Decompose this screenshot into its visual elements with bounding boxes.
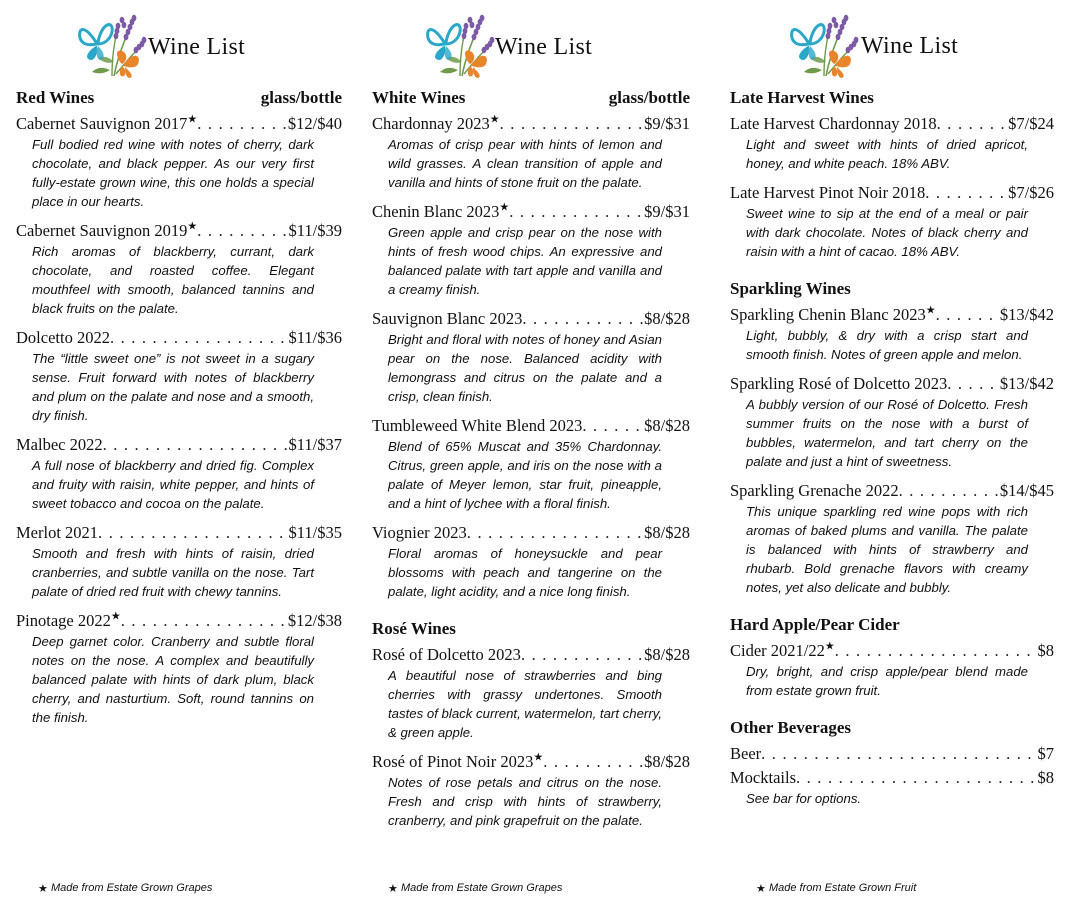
section-heading <box>372 619 690 639</box>
dot-leader <box>197 114 287 134</box>
menu-item-line <box>372 645 690 665</box>
item-description: This unique sparkling red wine pops with rich aromas of baked plums and vanilla. The palate is balanced with hints of strawberry and rhubarb. Bold grenache flavors with creamy notes, yet also delicate and bubbly. <box>746 504 1028 595</box>
star-icon: ★ <box>38 883 48 895</box>
item-name <box>372 523 467 543</box>
dot-leader <box>522 309 643 329</box>
menu-item <box>16 114 342 211</box>
menu-item-line <box>16 523 342 543</box>
column-header <box>730 0 1054 84</box>
section-heading <box>730 279 1054 299</box>
item-name <box>730 768 796 788</box>
menu-item <box>730 641 1054 700</box>
item-price: $7/$24 <box>1008 114 1054 133</box>
item-name-text: Beer <box>730 744 762 763</box>
item-description: Rich aromas of blackberry, currant, dark chocolate, and roasted coffee. Elegant mouthfeel with smooth, balanced tannins and black fruits on the palate. <box>32 244 314 316</box>
star-icon: ★ <box>756 883 766 895</box>
dot-leader <box>835 641 1037 661</box>
menu-item <box>730 305 1054 364</box>
dot-leader <box>796 768 1037 788</box>
menu-item-line <box>730 481 1054 501</box>
item-price: $8/$28 <box>644 309 690 328</box>
item-name <box>16 328 110 348</box>
menu-item-line <box>730 374 1054 394</box>
item-description: Sweet wine to sip at the end of a meal or pair with dark chocolate. Notes of black cherry and raisin with a hint of cacao. 18% ABV. <box>746 206 1028 259</box>
footnote <box>756 882 916 895</box>
item-price: $8/$28 <box>644 752 690 771</box>
item-name-text: Cabernet Sauvignon 2019 <box>16 221 188 240</box>
star-icon: ★ <box>187 220 198 233</box>
item-price: $9/$31 <box>644 114 690 133</box>
item-name-text: Sparkling Grenache 2022 <box>730 481 899 500</box>
dot-leader <box>500 114 644 134</box>
dot-leader <box>925 183 1007 203</box>
item-name-text: Chardonnay 2023 <box>372 114 490 133</box>
item-name <box>730 183 925 203</box>
item-name <box>16 611 121 631</box>
item-name-text: Rosé of Pinot Noir 2023 <box>372 752 534 771</box>
section-title: Sparkling Wines <box>730 279 851 298</box>
item-name-text: Mocktails <box>730 768 796 787</box>
item-name-text: Sauvignon Blanc 2023 <box>372 309 523 328</box>
item-name <box>730 114 937 134</box>
section-heading <box>730 718 1054 738</box>
menu-item <box>730 744 1054 764</box>
star-icon: ★ <box>533 751 544 764</box>
item-price: $11/$37 <box>288 435 342 454</box>
section-title: Rosé Wines <box>372 619 456 638</box>
menu-item-line <box>16 611 342 631</box>
menu-item <box>16 523 342 601</box>
menu-item <box>730 114 1054 173</box>
menu-item <box>16 435 342 513</box>
menu-item-line <box>16 221 342 241</box>
item-description: Bright and floral with notes of honey and Asian pear on the nose. Balanced acidity with lemongrass and citrus on the palate and a crisp, clean finish. <box>388 332 662 404</box>
item-description: Notes of rose petals and citrus on the nose. Fresh and crisp with hints of strawberry, cranberry, and pink grapefruit on the palate. <box>388 775 662 828</box>
menu-item-line <box>372 114 690 134</box>
menu-item <box>16 328 342 425</box>
dot-leader <box>121 611 287 631</box>
dot-leader <box>103 435 288 455</box>
item-name <box>730 744 761 764</box>
dot-leader <box>936 305 999 325</box>
column-title: Wine List <box>148 34 246 60</box>
menu-item <box>372 752 690 830</box>
section-title: Hard Apple/Pear Cider <box>730 615 900 634</box>
menu-item <box>372 523 690 601</box>
star-icon: ★ <box>110 610 121 623</box>
column-title: Wine List <box>495 34 593 60</box>
item-name-text: Tumbleweed White Blend 2023 <box>372 416 583 435</box>
wine-list-column-2 <box>372 0 690 840</box>
menu-item <box>730 183 1054 261</box>
item-price: $7/$26 <box>1008 183 1054 202</box>
butterfly-lavender-logo-icon <box>786 12 864 85</box>
star-icon: ★ <box>489 113 500 126</box>
item-name <box>16 435 103 455</box>
section-title: Late Harvest Wines <box>730 88 874 107</box>
item-name-text: Malbec 2022 <box>16 435 103 454</box>
item-description: Aromas of crisp pear with hints of lemon and wild grasses. A clean transition of apple and vanilla and hints of stone fruit on the palate. <box>388 137 662 190</box>
item-price: $8 <box>1037 768 1054 787</box>
menu-item-line <box>372 416 690 436</box>
section-heading <box>730 88 1054 108</box>
item-name-text: Cabernet Sauvignon 2017 <box>16 114 188 133</box>
item-name <box>372 645 521 665</box>
menu-item-line <box>730 114 1054 134</box>
butterfly-lavender-logo-icon <box>422 12 500 85</box>
item-name <box>372 309 522 329</box>
dot-leader <box>509 202 643 222</box>
item-name <box>730 374 947 394</box>
menu-item <box>372 416 690 513</box>
menu-item-line <box>372 752 690 772</box>
menu-item <box>16 221 342 318</box>
menu-item-line <box>16 328 342 348</box>
menu-item-line <box>730 305 1054 325</box>
dot-leader <box>761 744 1036 764</box>
section-title: White Wines <box>372 88 466 107</box>
menu-item-line <box>16 114 342 134</box>
item-price: $7 <box>1037 744 1054 763</box>
item-price: $11/$39 <box>288 221 342 240</box>
dot-leader <box>582 416 643 436</box>
item-description: Smooth and fresh with hints of raisin, dried cranberries, and subtle vanilla on the nose. Tart palate of dried red fruit with chewy tannins. <box>32 546 314 599</box>
item-name <box>730 481 899 501</box>
footnote-text: Made from Estate Grown Fruit <box>768 882 917 894</box>
item-description: Green apple and crisp pear on the nose with hints of fresh wood chips. An expressive and balanced palate with tart apple and vanilla and a creamy finish. <box>388 225 662 297</box>
item-name-text: Viognier 2023 <box>372 523 467 542</box>
butterfly-lavender-logo-icon <box>74 12 152 85</box>
dot-leader <box>937 114 1008 134</box>
menu-item-line <box>16 435 342 455</box>
item-name-text: Merlot 2021 <box>16 523 99 542</box>
dot-leader <box>110 328 288 348</box>
item-description: Floral aromas of honeysuckle and pear blossoms with peach and tangerine on the palate, light acidity, and a nice long finish. <box>388 546 662 599</box>
item-name-text: Chenin Blanc 2023 <box>372 202 500 221</box>
item-name-text: Rosé of Dolcetto 2023 <box>372 645 521 664</box>
dot-leader <box>543 752 643 772</box>
item-name-text: Sparkling Chenin Blanc 2023 <box>730 305 926 324</box>
star-icon: ★ <box>499 201 510 214</box>
price-column-label: glass/bottle <box>608 88 690 107</box>
section-heading <box>372 88 690 108</box>
wine-list-column-3 <box>730 0 1054 818</box>
price-column-label: glass/bottle <box>260 88 342 107</box>
dot-leader <box>197 221 287 241</box>
footnote <box>388 882 562 895</box>
column-header <box>372 0 690 84</box>
item-name-text: Sparkling Rosé of Dolcetto 2023 <box>730 374 948 393</box>
item-name <box>730 641 835 661</box>
menu-item-line <box>730 768 1054 788</box>
item-description: Light and sweet with hints of dried apricot, honey, and white peach. 18% ABV. <box>746 137 1028 171</box>
column-header <box>16 0 342 84</box>
menu-item-line <box>730 641 1054 661</box>
item-price: $9/$31 <box>644 202 690 221</box>
item-name <box>730 305 936 325</box>
section-heading <box>730 615 1054 635</box>
item-name-text: Cider 2021/22 <box>730 641 825 660</box>
section-title: Other Beverages <box>730 718 852 737</box>
footnote <box>38 882 212 895</box>
section-title: Red Wines <box>16 88 95 107</box>
item-price: $11/$35 <box>288 523 342 542</box>
menu-item-line <box>730 744 1054 764</box>
item-description: A beautiful nose of strawberries and bing cherries with grassy undertones. Smooth tastes of black current, watermelon, tart cherry, & green apple. <box>388 668 662 740</box>
item-name <box>372 114 500 134</box>
star-icon: ★ <box>925 304 936 317</box>
menu-item <box>730 481 1054 597</box>
dot-leader <box>899 481 999 501</box>
menu-item <box>372 309 690 406</box>
item-name-text: Late Harvest Pinot Noir 2018 <box>730 183 926 202</box>
menu-item-line <box>372 309 690 329</box>
menu-item-line <box>730 183 1054 203</box>
item-price: $14/$45 <box>999 481 1054 500</box>
item-name <box>16 523 98 543</box>
dot-leader <box>521 645 643 665</box>
item-name <box>372 202 509 222</box>
footnote-text: Made from Estate Grown Grapes <box>50 882 213 894</box>
section-heading <box>16 88 342 108</box>
item-description: A full nose of blackberry and dried fig. Complex and fruity with raisin, white pepper, and hints of sweet tobacco and cocoa on the palate. <box>32 458 314 511</box>
menu-item <box>730 374 1054 471</box>
star-icon: ★ <box>388 883 398 895</box>
star-icon: ★ <box>824 640 835 653</box>
dot-leader <box>98 523 287 543</box>
item-name <box>372 416 582 436</box>
item-name-text: Dolcetto 2022 <box>16 328 110 347</box>
item-description: Deep garnet color. Cranberry and subtle floral notes on the nose. A complex and beautifully balanced palate with hints of dark plum, black cherry, and nasturtium. Soft, round tannins on the finish. <box>32 634 314 725</box>
menu-item-line <box>372 523 690 543</box>
item-name <box>16 114 197 134</box>
item-price: $13/$42 <box>999 305 1054 324</box>
item-price: $8/$28 <box>644 645 690 664</box>
menu-item <box>16 611 342 727</box>
item-price: $8 <box>1037 641 1054 660</box>
footnote-text: Made from Estate Grown Grapes <box>400 882 563 894</box>
item-name <box>16 221 197 241</box>
menu-item <box>372 114 690 192</box>
item-price: $13/$42 <box>999 374 1054 393</box>
menu-item <box>372 645 690 742</box>
item-name-text: Pinotage 2022 <box>16 611 111 630</box>
dot-leader <box>947 374 999 394</box>
item-price: $8/$28 <box>644 416 690 435</box>
menu-item <box>372 202 690 299</box>
column-title: Wine List <box>861 33 959 59</box>
item-description: Light, bubbly, & dry with a crisp start and smooth finish. Notes of green apple and melon. <box>746 328 1028 362</box>
star-icon: ★ <box>187 113 198 126</box>
item-description: Blend of 65% Muscat and 35% Chardonnay. Citrus, green apple, and iris on the nose with a palate of Meyer lemon, star fruit, pineapple, and a hint of lychee with a floral finish. <box>388 439 662 511</box>
item-description: Full bodied red wine with notes of cherry, dark chocolate, and black pepper. As our very first fully-estate grown wine, this one holds a special place in our hearts. <box>32 137 314 209</box>
item-price: $8/$28 <box>644 523 690 542</box>
menu-item <box>730 768 1054 808</box>
item-price: $11/$36 <box>288 328 342 347</box>
item-description: The “little sweet one” is not sweet in a sugary sense. Fruit forward with notes of blackberry and plum on the palate and nose and a smooth, dry finish. <box>32 351 314 423</box>
item-description: A bubbly version of our Rosé of Dolcetto. Fresh summer fruits on the nose with a burst of bubbles, watermelon, and tart cherry on the palate and just a hint of sweetness. <box>746 397 1028 469</box>
item-price: $12/$40 <box>287 114 342 133</box>
item-description: Dry, bright, and crisp apple/pear blend made from estate grown fruit. <box>746 664 1028 698</box>
item-price: $12/$38 <box>287 611 342 630</box>
dot-leader <box>467 523 643 543</box>
menu-item-line <box>372 202 690 222</box>
item-description: See bar for options. <box>746 791 862 806</box>
wine-list-column-1 <box>16 0 342 737</box>
item-name-text: Late Harvest Chardonnay 2018 <box>730 114 937 133</box>
item-name <box>372 752 543 772</box>
